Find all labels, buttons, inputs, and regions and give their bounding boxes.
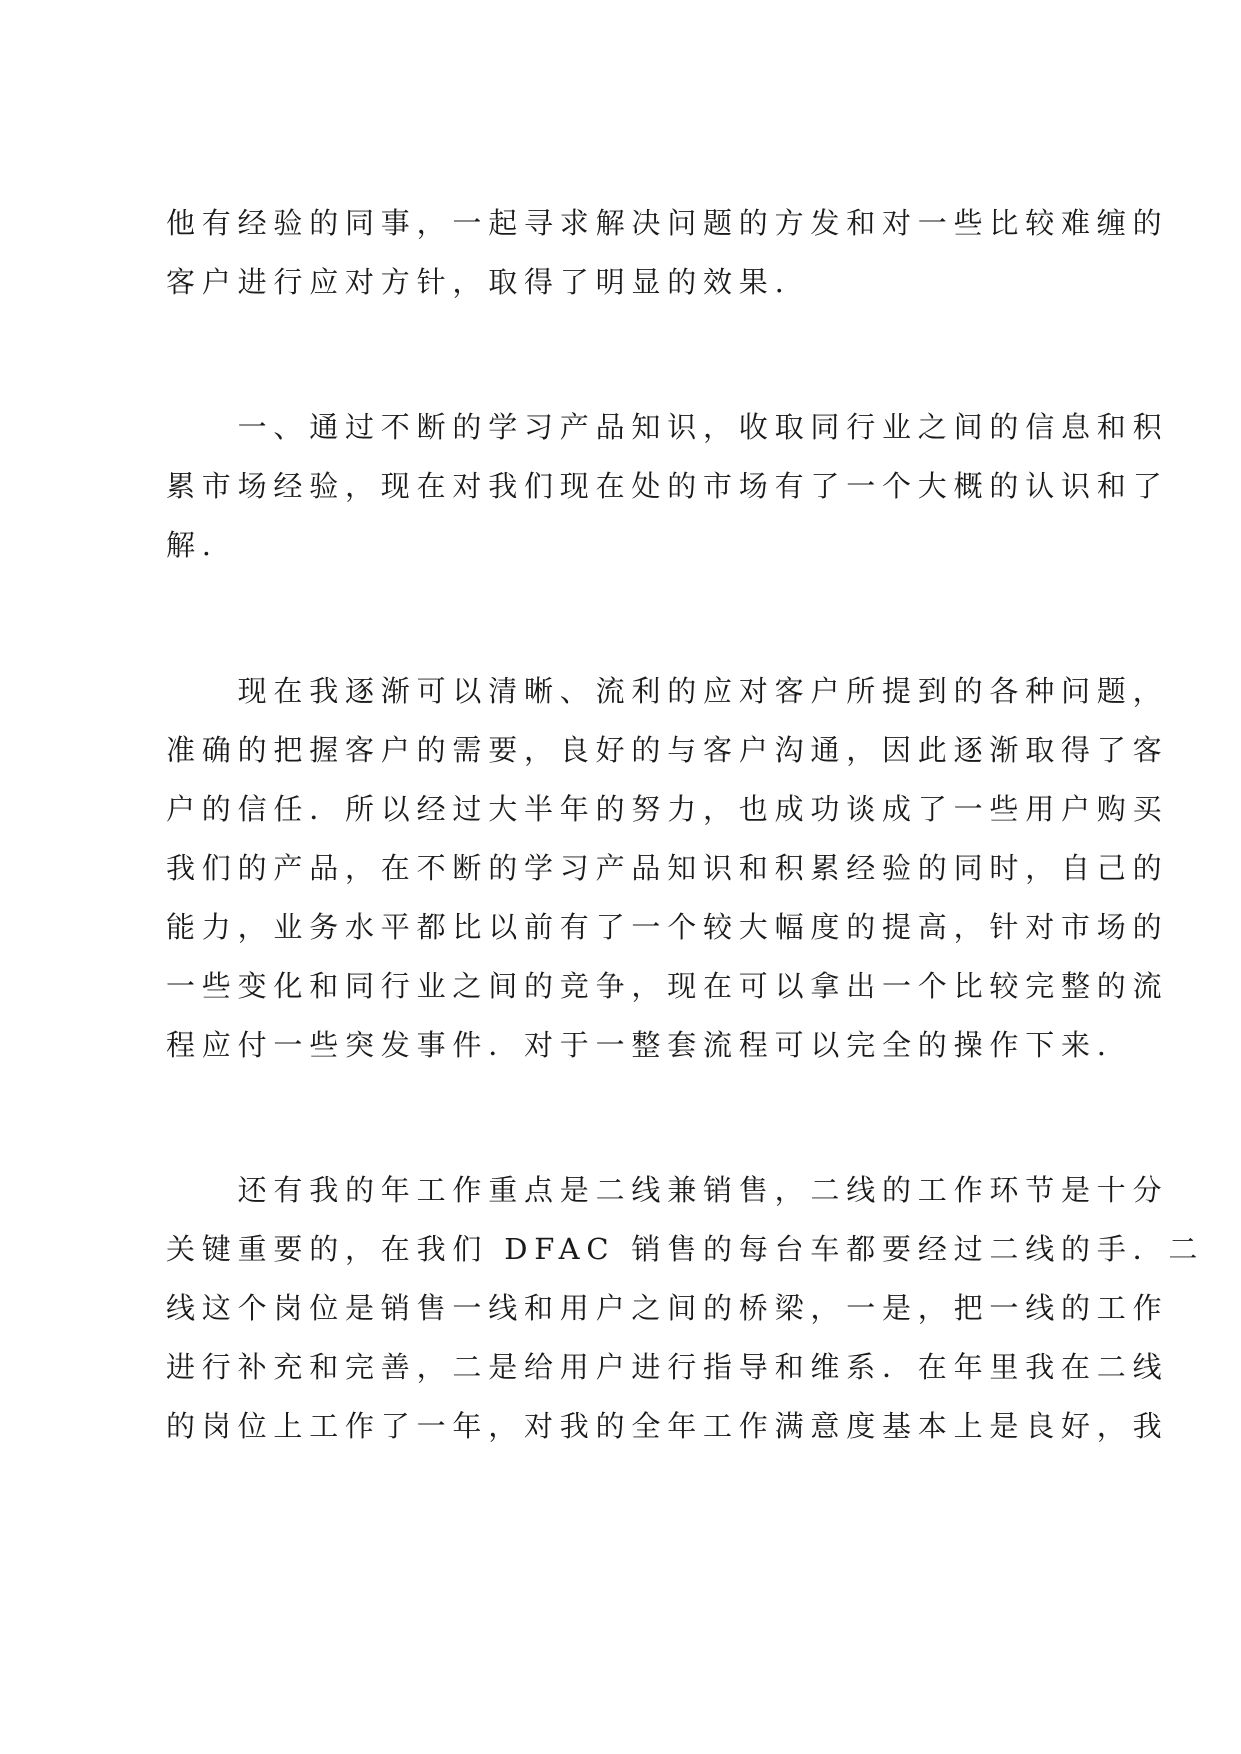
text-line: 能力，业务水平都比以前有了一个较大幅度的提高，针对市场的 [166,910,1169,944]
text-line: 程应付一些突发事件．对于一整套流程可以完全的操作下来. [166,1028,1113,1062]
text-line: 现在我逐渐可以清晰、流利的应对客户所提到的各种问题， [166,674,1169,708]
text-line: 户的信任．所以经过大半年的努力，也成功谈成了一些用户购买 [166,792,1169,826]
text-line: 我们的产品，在不断的学习产品知识和积累经验的同时，自己的 [166,851,1169,885]
text-line: 还有我的年工作重点是二线兼销售，二线的工作环节是十分 [166,1173,1169,1207]
text-line: 累市场经验，现在对我们现在处的市场有了一个大概的认识和了 [166,469,1169,503]
text-line: 进行补充和完善，二是给用户进行指导和维系．在年里我在二线 [166,1350,1169,1384]
text-line: 一些变化和同行业之间的竞争，现在可以拿出一个比较完整的流 [166,969,1169,1003]
text-line: 的岗位上工作了一年，对我的全年工作满意度基本上是良好，我 [166,1409,1169,1443]
text-line: 关键重要的，在我们 DFAC 销售的每台车都要经过二线的手．二 [166,1232,1205,1266]
text-line: 解. [166,528,218,562]
text-line: 一、通过不断的学习产品知识，收取同行业之间的信息和积 [166,410,1169,444]
text-line: 准确的把握客户的需要，良好的与客户沟通，因此逐渐取得了客 [166,733,1169,767]
text-line: 他有经验的同事，一起寻求解决问题的方发和对一些比较难缠的 [166,206,1169,240]
text-line: 线这个岗位是销售一线和用户之间的桥梁，一是，把一线的工作 [166,1291,1169,1325]
text-line: 客户进行应对方针，取得了明显的效果. [166,265,791,299]
